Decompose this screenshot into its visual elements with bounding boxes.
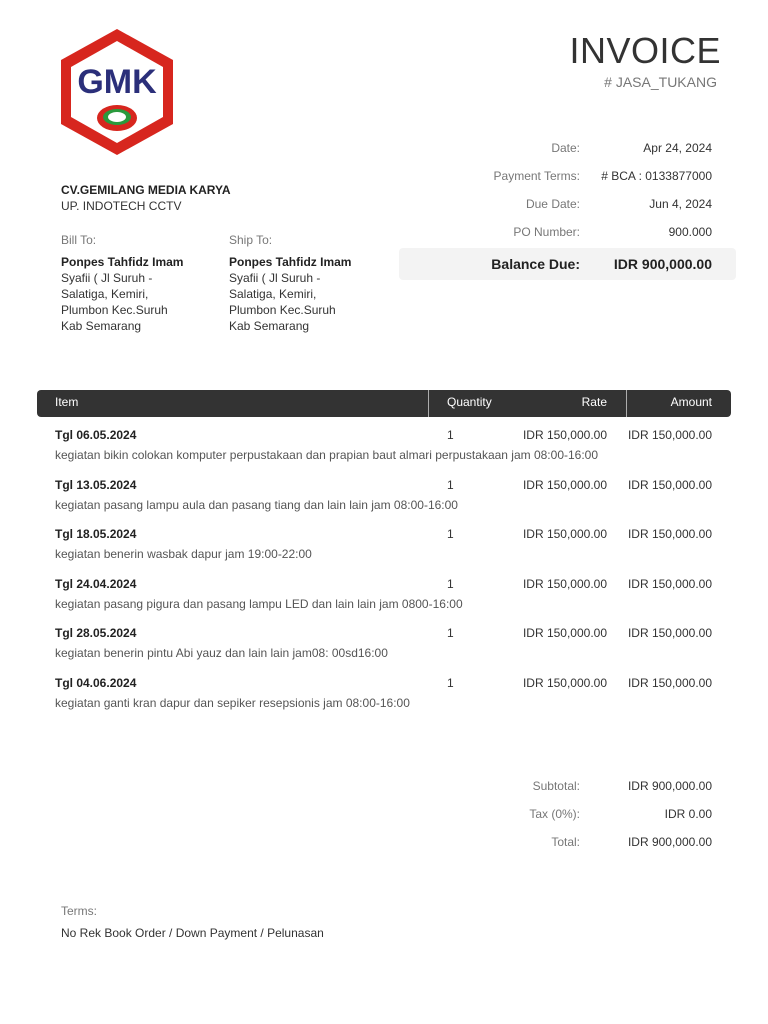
logo-text: GMK [77, 63, 157, 101]
row-description: kegiatan pasang pigura dan pasang lampu LED dan lain lain jam 0800-16:00 [55, 597, 463, 611]
ship-to-name: Ponpes Tahfidz Imam [229, 255, 352, 269]
row-description: kegiatan bikin colokan komputer perpustakaan dan prapian baut almari perpustakaan jam 08:00-16:00 [55, 448, 599, 462]
bill-to-line: Syafii ( Jl Suruh - [61, 271, 153, 285]
tax-label: Tax (0%): [529, 807, 580, 821]
col-divider [626, 390, 627, 417]
meta-due-date-label: Due Date: [525, 197, 580, 211]
meta-due-date-value: Jun 4, 2024 [649, 197, 712, 211]
balance-due-value: IDR 900,000.00 [613, 256, 712, 272]
row-quantity: 1 [447, 428, 454, 442]
row-amount: IDR 150,000.00 [627, 428, 712, 442]
row-date: Tgl 28.05.2024 [55, 626, 137, 640]
row-date: Tgl 18.05.2024 [55, 527, 137, 541]
row-description: kegiatan pasang lampu aula dan pasang tiang dan lain lain jam 08:00-16:00 [55, 498, 458, 512]
row-amount: IDR 150,000.00 [627, 527, 712, 541]
company-name: CV.GEMILANG MEDIA KARYA [61, 183, 231, 197]
row-description: kegiatan ganti kran dapur dan sepiker resepsionis jam 08:00-16:00 [55, 696, 410, 710]
ship-to-block [229, 232, 389, 334]
row-rate: IDR 150,000.00 [522, 428, 607, 442]
terms-label: Terms: [61, 904, 97, 918]
row-description: kegiatan benerin wasbak dapur jam 19:00-22:00 [55, 547, 312, 561]
row-rate: IDR 150,000.00 [522, 478, 607, 492]
ship-to-line: Salatiga, Kemiri, [229, 287, 317, 301]
row-quantity: 1 [447, 626, 454, 640]
ship-to-line: Syafii ( Jl Suruh - [229, 271, 321, 285]
col-header-rate: Rate [581, 395, 607, 409]
row-rate: IDR 150,000.00 [522, 676, 607, 690]
row-amount: IDR 150,000.00 [627, 676, 712, 690]
meta-payment-terms-label: Payment Terms: [493, 169, 580, 183]
meta-date-label: Date: [551, 141, 580, 155]
meta-po-number-value: 900.000 [668, 225, 712, 239]
table-row [0, 626, 768, 676]
row-rate: IDR 150,000.00 [522, 527, 607, 541]
gmk-logo [57, 27, 177, 157]
col-divider [428, 390, 429, 417]
row-rate: IDR 150,000.00 [522, 626, 607, 640]
col-header-quantity: Quantity [447, 395, 492, 409]
bill-to-line: Plumbon Kec.Suruh [61, 303, 168, 317]
ship-to-line: Kab Semarang [229, 319, 310, 333]
row-amount: IDR 150,000.00 [627, 626, 712, 640]
company-line2: UP. INDOTECH CCTV [61, 199, 182, 213]
row-description: kegiatan benerin pintu Abi yauz dan lain lain jam08: 00sd16:00 [55, 646, 388, 660]
row-quantity: 1 [447, 478, 454, 492]
bill-to-name: Ponpes Tahfidz Imam [61, 255, 184, 269]
terms-value: No Rek Book Order / Down Payment / Pelunasan [61, 926, 324, 940]
subtotal-value: IDR 900,000.00 [627, 779, 712, 793]
tax-value: IDR 0.00 [664, 807, 712, 821]
row-quantity: 1 [447, 527, 454, 541]
total-label: Total: [551, 835, 580, 849]
invoice-title: INVOICE [569, 30, 721, 71]
row-date: Tgl 04.06.2024 [55, 676, 137, 690]
meta-date-value: Apr 24, 2024 [643, 141, 712, 155]
ship-to-label: Ship To: [229, 233, 273, 247]
col-header-item: Item [55, 395, 79, 409]
bill-to-block [61, 232, 221, 334]
row-quantity: 1 [447, 577, 454, 591]
bill-to-label: Bill To: [61, 233, 97, 247]
items-table-header [37, 390, 731, 417]
total-value: IDR 900,000.00 [627, 835, 712, 849]
row-amount: IDR 150,000.00 [627, 478, 712, 492]
invoice-number: # JASA_TUKANG [604, 74, 717, 90]
ship-to-line: Plumbon Kec.Suruh [229, 303, 336, 317]
col-header-amount: Amount [670, 395, 712, 409]
meta-po-number-label: PO Number: [513, 225, 580, 239]
row-date: Tgl 24.04.2024 [55, 577, 137, 591]
table-row [0, 676, 768, 726]
meta-payment-terms-value: # BCA : 0133877000 [601, 169, 712, 183]
row-date: Tgl 13.05.2024 [55, 478, 137, 492]
subtotal-label: Subtotal: [532, 779, 580, 793]
balance-due-label: Balance Due: [491, 256, 580, 272]
row-rate: IDR 150,000.00 [522, 577, 607, 591]
row-date: Tgl 06.05.2024 [55, 428, 137, 442]
bill-to-line: Salatiga, Kemiri, [61, 287, 149, 301]
table-row [0, 428, 768, 478]
bill-to-line: Kab Semarang [61, 319, 142, 333]
company-block [61, 182, 231, 214]
table-row [0, 478, 768, 528]
logo-ring-center-icon [108, 112, 126, 122]
row-quantity: 1 [447, 676, 454, 690]
table-row [0, 527, 768, 577]
row-amount: IDR 150,000.00 [627, 577, 712, 591]
table-row [0, 577, 768, 627]
